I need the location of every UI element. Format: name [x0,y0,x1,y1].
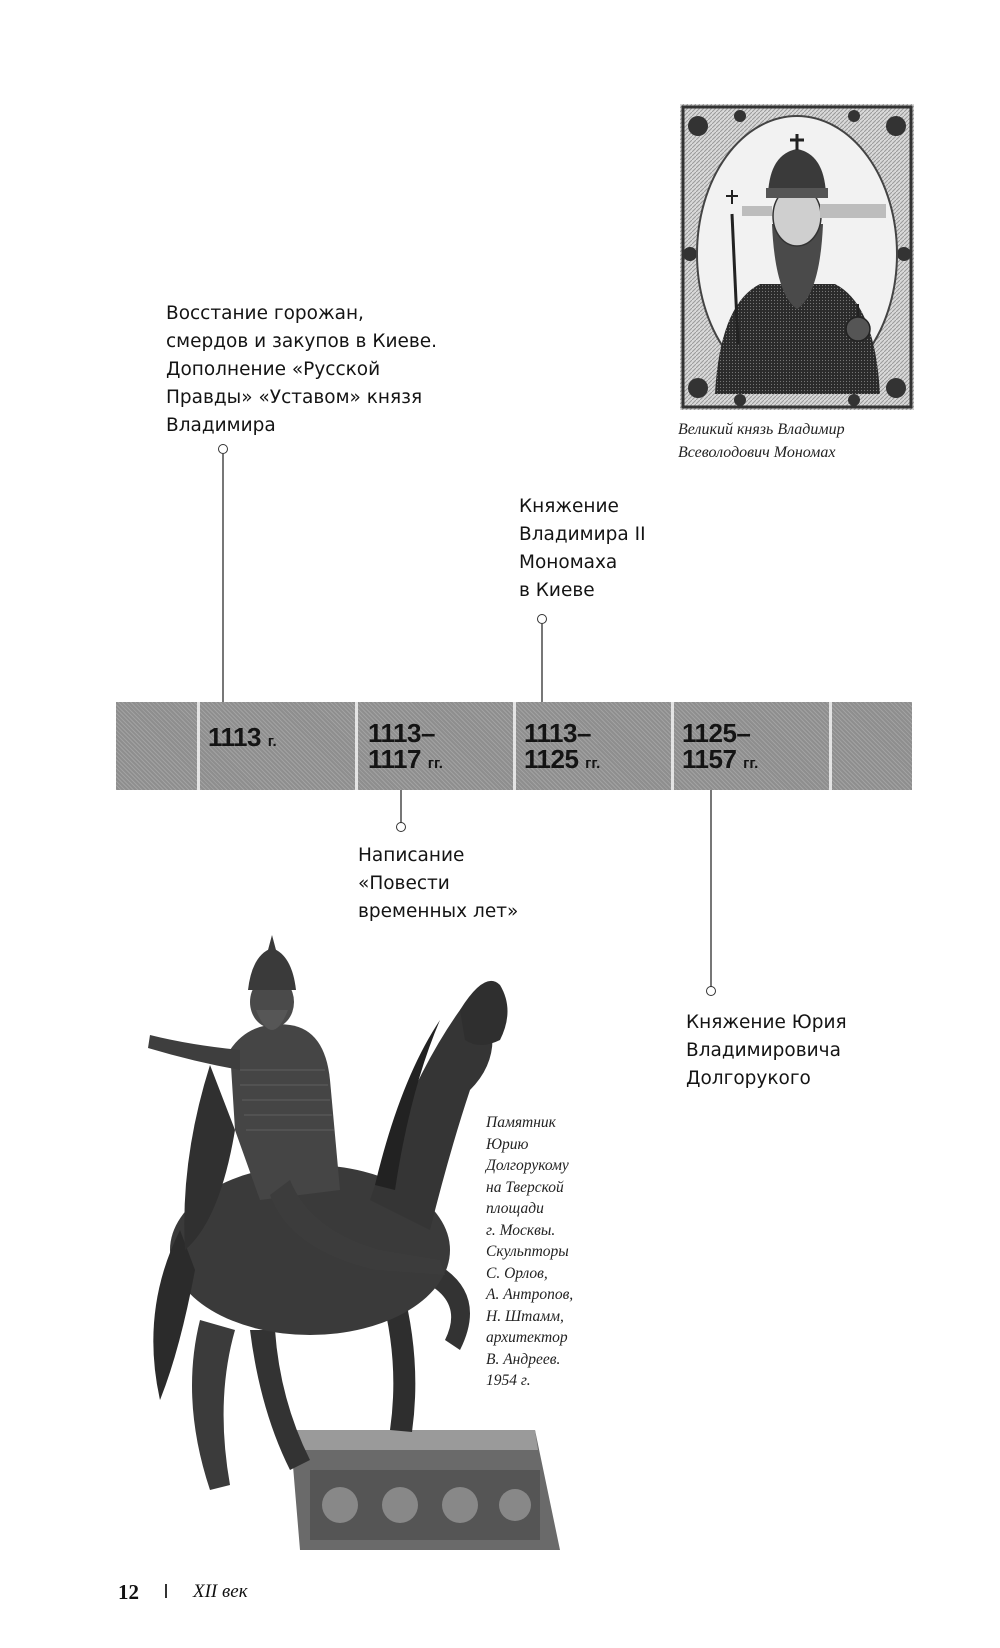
event-chronicle-marker [396,822,406,832]
timeline-year-1125-1157: 1125– 1157 гг. [682,718,759,774]
event-chronicle-connector [400,790,402,824]
event-yuri-marker [706,986,716,996]
timeline-divider [513,702,516,790]
portrait-caption: Великий князь Владимир Всеволодович Мономах [678,421,845,461]
timeline-year-1113-1125: 1113– 1125 гг. [524,718,601,774]
timeline-divider [197,702,200,790]
event-monomakh-connector [541,624,543,702]
running-header: XII век [193,1581,248,1602]
event-yuri-connector [710,790,712,988]
monument-caption: Памятник Юрию Долгорукому на Тверской площади г. Москвы. Скульпторы С. Орлов, А. Антропов, Н. Штамм, архитектор В. Андреев. 1954 г. [486,1114,574,1389]
timeline-bar [116,702,912,790]
event-uprising-marker [218,444,228,454]
timeline-year-1113: 1113 г. [208,722,277,752]
event-yuri-text: Княжение Юрия Владимировича Долгорукого [686,1012,847,1089]
timeline-divider [355,702,358,790]
footer-separator [165,1584,167,1598]
event-uprising-text: Восстание горожан, смердов и закупов в Киеве. Дополнение «Русской Правды» «Уставом» князя Владимира [166,303,438,436]
timeline-year-1113-1117: 1113– 1117 гг. [368,718,443,774]
event-monomakh-text: Княжение Владимира II Мономаха в Киеве [519,496,646,601]
timeline-divider [671,702,674,790]
event-monomakh-marker [537,614,547,624]
event-uprising-connector [222,454,224,702]
portrait-image [680,104,914,410]
page-number: 12 [118,1580,139,1604]
timeline-divider [829,702,832,790]
event-chronicle-text: Написание «Повести временных лет» [358,845,519,922]
